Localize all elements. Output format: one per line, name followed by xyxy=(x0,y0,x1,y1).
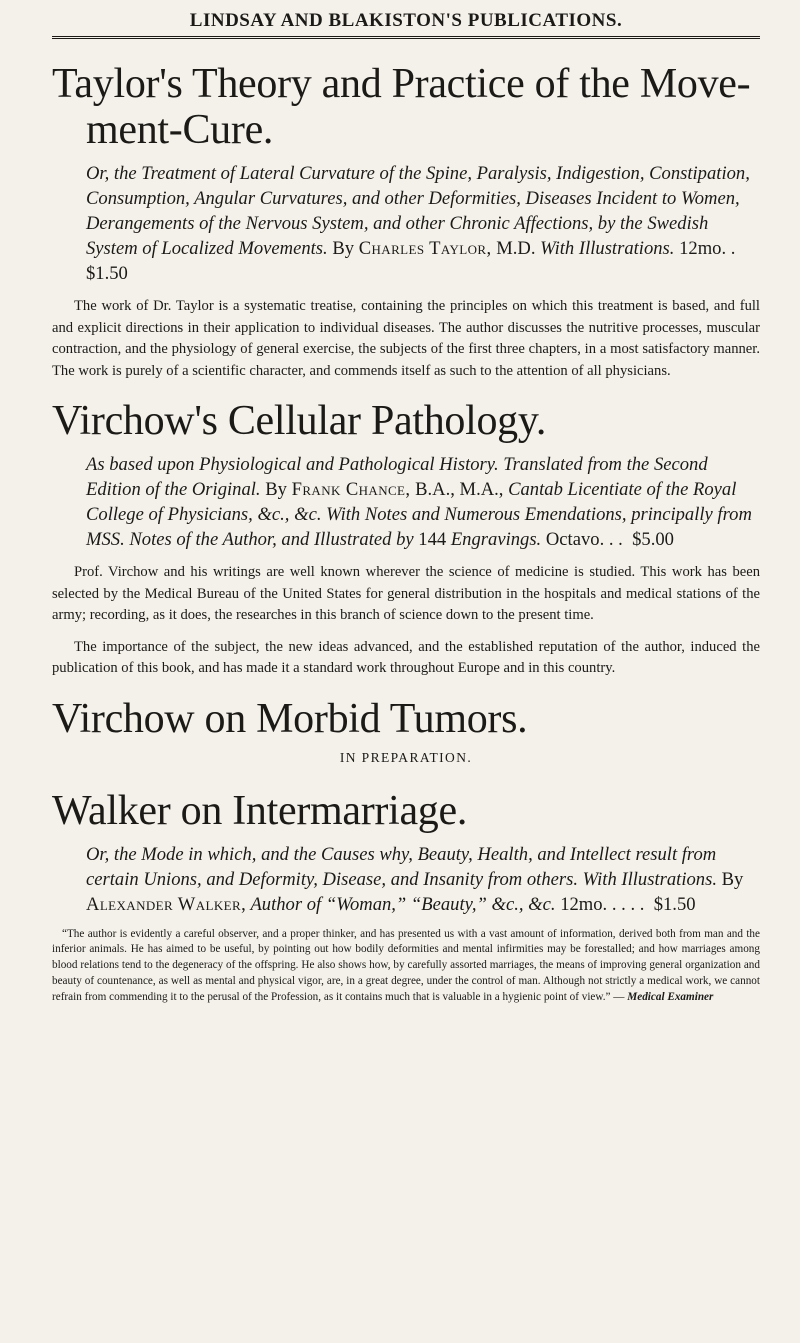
title-line-1: Walker on Intermarriage. xyxy=(52,787,468,834)
running-head: LINDSAY AND BLAKISTON'S PUBLICATIONS. xyxy=(189,10,623,31)
desc-author: Alexander Walker, xyxy=(86,893,247,915)
header-rule xyxy=(52,36,760,41)
desc-degree: B.A., M.A., xyxy=(415,479,504,500)
review-text: “The author is evidently a careful observer, and a proper thinker, and has presented us with a vast amount of information, derived both from man and the inferior animals. He has aimed to be useful, by pointing out how bodily deformities and mental infirmities may be forestalled; and how marriages among blood relations tend to the degeneracy of the offspring. He also shows how, by carefully assorted marriages, the means of improving general organization and beauty of countenance, as well as mental and physical vigor, are, in a great degree, under the control of man. Although not strictly a medical work, we cannot refrain from commending it to the perusal of the Profession, as it contains much that is valuable in a hygienic point of view.” — xyxy=(52,927,760,1003)
desc-author: Frank Chance, xyxy=(291,479,411,500)
entry-title xyxy=(52,788,760,834)
price: $1.50 xyxy=(653,893,696,915)
desc-format: 12mo. xyxy=(560,893,608,915)
desc-dots: . . xyxy=(608,529,623,550)
entry-description xyxy=(52,842,760,917)
desc-format: 12mo. xyxy=(679,238,727,259)
title-line-2: ment-Cure. xyxy=(86,107,274,153)
entry-walker xyxy=(52,788,760,1006)
desc-subtitle: Or, the Treatment of Lateral Curvature of the Spine, Paralysis, Indigestion, Constipation, Consumption, Angular Curvatures, and other Deformities, Diseases Incident to Women, Derangements of the Nervous System, and other Chronic Affections, by the Swedish System of Localized Movements. xyxy=(86,163,750,259)
desc-extra: Cantab Licentiate of the Royal College of Physicians, &c., &c. With Notes and Numerous Emendations, principally from MSS. Notes of the Author, and Illustrated by xyxy=(86,479,752,550)
entry-title xyxy=(52,696,760,742)
entry-title xyxy=(52,398,760,444)
entry-description xyxy=(52,452,760,552)
price: $1.50 xyxy=(86,263,128,284)
entry-body-paragraph: Prof. Virchow and his writings are well known wherever the science of medicine is studied. This work has been selected by the Medical Bureau of the United States for general distribution in the hospitals and medical stations of the army; recording, as it does, the researches in this branch of science down to the present time. xyxy=(52,564,760,623)
desc-extra: Author of “Woman,” “Beauty,” &c., &c. xyxy=(250,893,556,915)
title-line-1: Virchow's Cellular Pathology. xyxy=(52,398,547,444)
title-line-1: Virchow on Morbid Tumors. xyxy=(52,695,528,742)
desc-author: Charles Taylor, xyxy=(358,238,492,259)
desc-by: By xyxy=(265,479,287,500)
desc-dots: . . . . xyxy=(611,893,645,915)
entry-taylor xyxy=(52,61,760,382)
entry-virchow-cellular xyxy=(52,398,760,680)
entry-body-paragraph: The importance of the subject, the new ideas advanced, and the established reputation of the author, induced the publication of this book, and has made it a standard work throughout Europe and in this country. xyxy=(52,638,760,676)
desc-by: By xyxy=(721,868,744,890)
entry-virchow-tumors xyxy=(52,696,760,766)
desc-degree: M.D. xyxy=(496,238,536,259)
entry-body-paragraph: The work of Dr. Taylor is a systematic treatise, containing the principles on which this treatment is based, and full and explicit directions in their application to individual diseases. The author discusses the nutritive processes, muscular contraction, and the physiology of general exercise, the subjects of the first three chapters, in a most satisfactory manner. The work is purely of a scientific character, and commends itself as such to the attention of all physicians. xyxy=(52,298,760,379)
price: $5.00 xyxy=(632,529,674,550)
desc-engravings: Engravings. xyxy=(450,529,542,550)
desc-subtitle: Or, the Mode in which, and the Causes why, Beauty, Health, and Intellect result from certain Unions, and Deformity, Disease, and Insanity from others. With Illustrations. xyxy=(86,843,717,890)
review-source: Medical Examiner xyxy=(627,990,714,1003)
status-note: IN PREPARATION. xyxy=(339,749,473,765)
desc-extra: With Illustrations. xyxy=(540,238,675,259)
entry-title xyxy=(52,61,760,153)
desc-by: By xyxy=(332,238,355,259)
title-line-1: Taylor's Theory and Practice of the Move- xyxy=(52,61,751,107)
desc-dots: . xyxy=(730,238,736,259)
desc-subtitle: As based upon Physiological and Pathological History. Translated from the Second Edition of the Original. xyxy=(86,454,708,500)
desc-number: 144 xyxy=(418,529,447,550)
review-quote xyxy=(52,927,760,1006)
desc-format: Octavo. xyxy=(545,529,605,550)
entry-description xyxy=(52,161,760,286)
